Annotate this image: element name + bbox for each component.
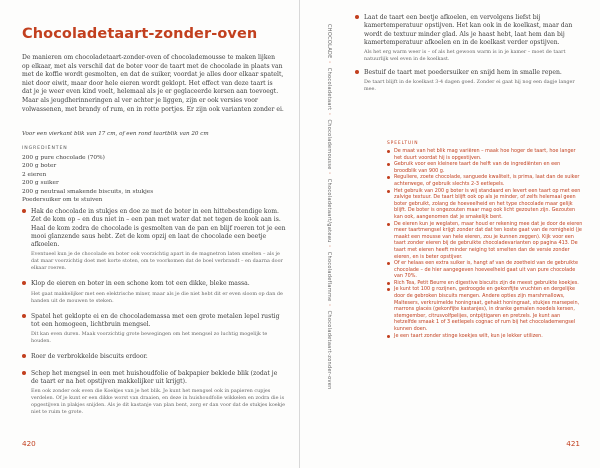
tip-bullet-icon bbox=[387, 282, 390, 285]
step-text: Hak de chocolade in stukjes en doe ze met de boter in een hittebestendige kom. Zet de kom op – en dus niet in – een pan met water dat net tegen de kook aan is. Haal de kom zodra de chocolade is gesmolten van de pan en blijf roeren tot je een mooi glanzende saus hebt. Zet de kom opzij en laat de chocolade een beetje afkoelen. bbox=[31, 208, 286, 249]
ingredients-list bbox=[22, 154, 222, 204]
tip-text: De maat van het blik mag variëren – maak hoe hoger de taart, hoe langer het duurt voordat hij is opgestijven. bbox=[394, 148, 576, 161]
ingredient-item: Poedersuiker om te stuiven bbox=[22, 197, 103, 204]
page-number-right: 421 bbox=[566, 439, 580, 448]
tip-item bbox=[387, 188, 583, 221]
running-head-separator: ◦ bbox=[326, 244, 332, 248]
tips-heading: SPEELTUIN bbox=[387, 141, 419, 146]
running-head-item: Chocoladetaart-zonder-oven bbox=[326, 310, 332, 390]
method-step bbox=[22, 353, 286, 361]
step-bullet-icon bbox=[22, 371, 26, 375]
method-step bbox=[355, 69, 583, 93]
step-text: Bestuif de taart met poedersuiker en snijd hem in smalle repen. bbox=[364, 69, 562, 77]
tip-item bbox=[387, 148, 583, 161]
intro-paragraph: De manieren om chocoladetaart-zonder-oven of chocolademousse te maken lijken op elkaar, met als verschil dat de boter voor de taart met de chocolade in plaats van met de koffie wordt gesmolten, en dat de suiker, voordat je alles door elkaar spatelt, niet door eiwit, maar door hele eieren wordt geklopt. Het effect van deze taart is dat je je weer even kind voelt, helemaal als je er geglaceerde kersen aan toevoegt. Maar als jeugdherinneringen al ver achter je liggen, zijn er ook versies voor volwassenen, met brandy of rum, en in rotte portjes. Er zijn ook varianten zonder ei. bbox=[22, 54, 284, 113]
step-text: Schep het mengsel in een met huishoudfolie of bakpapier beklede blik (zodat je de taart er na het opstijven makkelijker uit krijgt). bbox=[31, 369, 278, 385]
tips-box bbox=[387, 141, 583, 339]
method-steps-continued bbox=[355, 14, 583, 99]
ingredient-item: 2 eieren bbox=[22, 171, 47, 178]
tip-bullet-icon bbox=[387, 150, 390, 153]
step-note: Het gaat makkelijker met een elektrische mixer, maar als je die niet hebt dit er even sloom op dan de handen uit de mouwen te steken. bbox=[31, 290, 283, 304]
running-head-item: Chocoladeflamme bbox=[326, 251, 332, 302]
tip-bullet-icon bbox=[387, 262, 390, 265]
running-head-separator: ◦ bbox=[326, 112, 332, 116]
method-step bbox=[22, 280, 286, 304]
tip-item bbox=[387, 280, 583, 287]
running-head-separator: ◦ bbox=[326, 171, 332, 175]
step-bullet-icon bbox=[22, 209, 26, 213]
recipe-title: Chocoladetaart-zonder-oven bbox=[22, 26, 258, 42]
tip-bullet-icon bbox=[387, 335, 390, 338]
step-bullet-icon bbox=[22, 314, 26, 318]
tip-bullet-icon bbox=[387, 223, 390, 226]
running-head-item: Chocoladetaart bbox=[326, 67, 332, 111]
tip-text: Rich Tea, Petit Beurre en digestive biscuits zijn de meest gebruikte koekjes. bbox=[394, 279, 579, 286]
tip-text: De eieren kun je weglaten, maar houd er rekening mee dat je door de eieren meer taartmengsel krijgt zonder dat dat ten koste gaat van de romigheid (je maakt een mousse van hele eieren, zou je kunnen zeggen). Kijk voor een taart zonder eieren bij de gebruikte chocoladevarianten op pagina 413. De taart met eieren heeft minder neiging tot smelten dan de versie zonder eieren, en is beter opstijver. bbox=[394, 220, 583, 260]
tip-item bbox=[387, 161, 583, 174]
step-note: Als het erg warm weer is – of als het gewoon warm is in je kamer – moet de taart natuurlijk wel even in de koelkast. bbox=[364, 49, 566, 63]
step-note: De taart blijft in de koelkast 3-4 dagen goed. Zonder ei gaat hij nog een dagje langer mee. bbox=[364, 79, 575, 93]
step-text: Spatel het geklopte ei en de chocolademassa met een grote metalen lepel rustig tot een homogeen, lichtbruin mengsel. bbox=[31, 312, 280, 329]
tip-text: Je een taart zonder stinge koekjes wilt, kun je lekker utilizen. bbox=[394, 332, 543, 339]
tip-item bbox=[387, 221, 583, 261]
tip-bullet-icon bbox=[387, 190, 390, 193]
running-head-item: Chocolademousse bbox=[326, 119, 332, 170]
method-step bbox=[22, 370, 286, 417]
step-bullet-icon bbox=[22, 354, 26, 358]
tip-text: Reguliere, zoete chocolade, sanguede kwaliteit, is prima, laat dan de suiker achterwege, of gebruik slechts 2-3 eetlepels. bbox=[394, 174, 580, 187]
running-head-item: Chocoladetaart/gateau bbox=[326, 178, 332, 243]
step-note: Een ook zonder ook even die Koekjes van je het blik. Je kunt het mengsel ook in papieren cupjes verdelen. Of je kunt er een dikke worst van draaien, en deze in huishoudfolie wikkelen en zodra die is opgestijven in plakjes snijden. Als je dit kastanje van plan bent, zorg er dan voor dat de stukjes koekje niet te ruim te grote. bbox=[31, 388, 286, 416]
tip-bullet-icon bbox=[387, 163, 390, 166]
tip-item bbox=[387, 286, 583, 332]
running-head-separator: ◦ bbox=[326, 60, 332, 64]
tip-bullet-icon bbox=[387, 288, 390, 291]
step-bullet-icon bbox=[355, 15, 359, 19]
tip-item bbox=[387, 174, 583, 187]
step-text: Laat de taart een beetje afkoelen, en vervolgens liefst bij kamertemperatuur opstijven. Het kan ook in de koelkast, maar dan wordt de textuur minder glad. Als je haast hebt, laat hem dan bij kamertemperatuur afkoelen en in de koelkast verder opstijven. bbox=[364, 14, 573, 46]
ingredient-item: 200 g boter bbox=[22, 163, 57, 170]
serves-note: Voor een vierkant blik van 17 cm, of een rond taartblik van 20 cm bbox=[22, 131, 209, 137]
step-note: Eventueel kun je de chocolade en boter ook voorzichtig apart in de magnetron laten smelten – als je dat maar voorzichtig doet met korte stoten, om te voorkomen dat de boel verbrandt – en daarna door elkaar roeren. bbox=[31, 251, 283, 272]
tips-list bbox=[387, 148, 583, 339]
ingredients-heading: INGREDIËNTEN bbox=[22, 146, 68, 151]
tip-text: Gebruik voor een kleinere taart de helft van de ingrediënten en een broodblik van 900 g. bbox=[394, 161, 561, 174]
tip-item bbox=[387, 333, 583, 340]
method-step bbox=[22, 208, 286, 272]
step-text: Klop de eieren en boter in een schone kom tot een dikke, bleke massa. bbox=[31, 280, 250, 288]
page-number-left: 420 bbox=[22, 439, 36, 448]
method-steps bbox=[22, 208, 286, 424]
step-text: Roer de verbrokkelde biscuits erdoor. bbox=[31, 353, 148, 361]
tip-item bbox=[387, 260, 583, 280]
method-step bbox=[22, 313, 286, 346]
ingredient-item: 200 g suiker bbox=[22, 180, 59, 187]
tip-text: Het gebruik van 200 g boter is wij standaard en levert een taart op met een zalvige textuur. De taart blijft ook op als je minder, of zelfs helemaal geen boter gebruikt, zolang de hoeveelheid en het type chocolade maar gelijk blijft. De boter is ongezouten maar mag ook licht gezouten zijn. Gezouten kan ook, aangenomen dat je smakelijk bent. bbox=[394, 187, 581, 220]
running-head bbox=[326, 24, 332, 390]
tip-text: Je kunt tot 100 g rozijnen, gedroogde en gekonfijte vruchten en dergelijke door de gebroken biscuits mengen. Andere opties zijn marshmallows, Maltesers, verkruimelde honingraat, gehakt honingraat, stukjes marsepein, marrons glacés (gekonfijte kastanjes), in dranke gemalen noedels kersen, stemgember, citrusvolfpelijes, ontpijtigaren en pretzels. Je kunt aan hetzelfde smaak 1 of 3 eetlepels cognac of rum bij het chocolademengsel kunnen doen. bbox=[394, 286, 580, 333]
tip-bullet-icon bbox=[387, 176, 390, 179]
running-head-section: CHOCOLADE bbox=[326, 24, 332, 59]
step-bullet-icon bbox=[355, 70, 359, 74]
tip-text: Of er helaas een extra suiker is, hangt af van de zoetheid van de gebruikte chocolade – de hier aangegeven hoeveelheid gaat uit van pure chocolade van 70%. bbox=[394, 260, 579, 280]
ingredient-item: 200 g pure chocolade (70%) bbox=[22, 155, 105, 161]
step-bullet-icon bbox=[22, 281, 26, 285]
method-step bbox=[355, 14, 583, 63]
step-note: Dit kan even duren. Maak voorzichtig grote bewegingen om het mengsel zo luchtig mogelijk te houden. bbox=[31, 331, 268, 345]
ingredient-item: 200 g neutraal smakende biscuits, in stukjes bbox=[22, 188, 154, 195]
running-head-separator: ◦ bbox=[326, 303, 332, 307]
